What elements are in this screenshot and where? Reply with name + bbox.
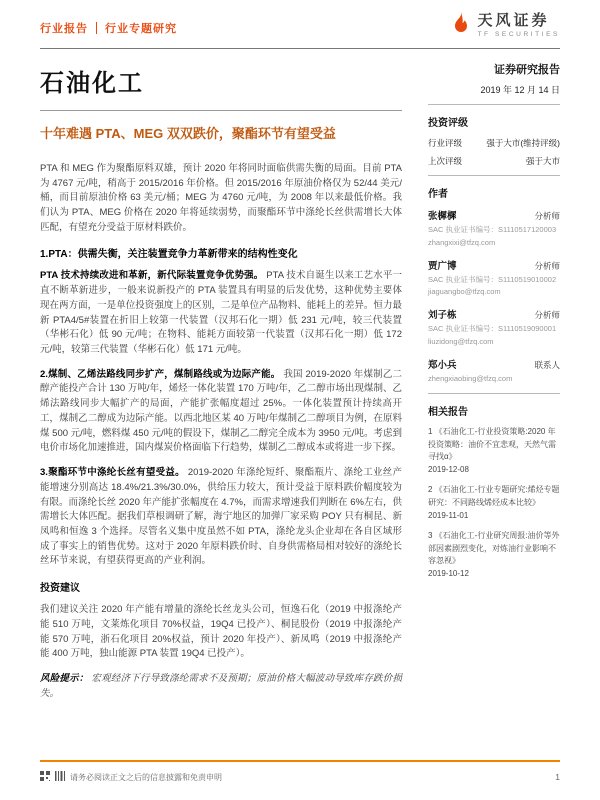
sidebar-divider bbox=[428, 104, 560, 105]
section-heading-investment: 投资建议 bbox=[40, 583, 80, 595]
page-number: 1 bbox=[555, 772, 560, 782]
footer-disclaimer: 请务必阅读正文之后的信息披露和免责申明 bbox=[70, 772, 222, 782]
paragraph-risk bbox=[40, 672, 402, 701]
flame-icon bbox=[451, 12, 471, 39]
author-cert: SAC 执业证书编号：S1110519090001 bbox=[428, 324, 557, 333]
footer-disclaimer-group bbox=[40, 768, 222, 786]
author-email: zhangxixi@tfzq.com bbox=[428, 237, 496, 247]
author-name: 张樨樨 bbox=[428, 211, 457, 222]
related-report-date: 2019-12-08 bbox=[428, 465, 469, 475]
author-entry bbox=[428, 307, 560, 347]
brand-name: 天风证券 bbox=[477, 12, 550, 29]
rating-label: 上次评级 bbox=[428, 156, 463, 166]
report-category: 行业报告 bbox=[40, 23, 88, 35]
qr-code-icon bbox=[40, 768, 50, 786]
paragraph-pta-tech bbox=[40, 269, 402, 357]
paragraph-meg-routes bbox=[40, 368, 402, 456]
info-sidebar bbox=[428, 61, 560, 711]
report-header bbox=[40, 12, 560, 39]
rating-section-title: 投资评级 bbox=[428, 118, 468, 129]
report-date: 2019 年 12 月 14 日 bbox=[480, 85, 560, 95]
related-report-item bbox=[428, 530, 560, 578]
paragraph-polyester bbox=[40, 466, 402, 569]
rating-row-previous bbox=[428, 155, 560, 167]
paragraph-text: PTA 技术自诞生以来工艺水平一直不断革新进步，一般来说新投产的 PTA 装置具有明显的后发优势，这种优势主要体现在两方面，一是单位投资强度上的区别，二是单位产品物料、能耗上的差异。恒力最新 PTA4/5#装置在折旧上较第一代装置（汉邦石化一期）低 231 元/吨，较三代装置（华彬石化）低 90 元/吨；在物料、能耗方面较第一代装置（汉邦石化一期）低 172 元/吨，较第三代装置（华彬石化）低 171 元/吨。 bbox=[40, 270, 402, 356]
barcode-icon bbox=[55, 768, 65, 786]
author-role: 分析师 bbox=[534, 260, 560, 271]
paragraph-investment: 我们建议关注 2020 年产能有增量的涤纶长丝龙头公司，恒逸石化（2019 中报涤纶产能 510 万吨，文莱炼化项目 70%权益，19Q4 已投产）、桐昆股份（2019 中报涤纶产能 570 万吨，浙石化项目 20%权益，预计 2020 年投产）、新凤鸣（2019 中报涤纶产能 400 万吨，独山能源 PTA 装置 19Q4 已投产）。 bbox=[40, 604, 402, 660]
logo-text bbox=[477, 13, 560, 38]
author-name: 刘子栋 bbox=[428, 310, 457, 321]
page-title: 石油化工 bbox=[40, 70, 144, 97]
rating-value: 强于大市(维持评级) bbox=[486, 138, 560, 148]
related-report-title: 2 《石油化工-行业专题研究:烯烃专题研究：不同路线烯烃成本比较》 bbox=[428, 485, 560, 507]
author-email: liuzidong@tfzq.com bbox=[428, 336, 494, 346]
risk-text: 宏观经济下行导致涤纶需求不及预期；原油价格大幅波动导致库存跌价损失。 bbox=[40, 672, 402, 699]
authors-section-title: 作者 bbox=[428, 189, 448, 200]
author-role: 联系人 bbox=[534, 359, 560, 370]
author-email: zhengxiaobing@tfzq.com bbox=[428, 373, 513, 383]
page-footer bbox=[40, 760, 560, 786]
title-rule bbox=[40, 110, 402, 111]
report-category-bar bbox=[40, 12, 177, 36]
author-role: 分析师 bbox=[534, 310, 560, 320]
related-report-title: 1 《石油化工-行业投资策略:2020 年投资策略：油价不宜悲观，天然气需寻找α》 bbox=[428, 427, 556, 462]
author-cert: SAC 执业证书编号：S1110519010002 bbox=[428, 274, 557, 284]
content-columns bbox=[40, 61, 560, 711]
related-report-date: 2019-10-12 bbox=[428, 569, 469, 579]
related-report-date: 2019-11-01 bbox=[428, 511, 469, 521]
category-divider bbox=[96, 22, 97, 34]
related-report-item bbox=[428, 484, 560, 520]
author-role: 分析师 bbox=[534, 211, 560, 221]
author-name: 贾广博 bbox=[428, 260, 457, 272]
related-section-title: 相关报告 bbox=[428, 407, 468, 419]
author-entry bbox=[428, 258, 560, 298]
rating-row-industry bbox=[428, 137, 560, 149]
paragraph-text: 我国 2019-2020 年煤制乙二醇产能投产合计 130 万吨/年，烯烃一体化装置 170 万吨/年，乙二醇市场出现煤制、乙烯法路线同步大幅扩产的局面，产能扩张幅度超过 25%。一体化装置预计持续高开工，煤制乙二醇成为边际产能。以西北地区某 40 万吨/年煤制乙二醇项目为例，在原料煤 500 元/吨，燃料煤 450 元/吨的假设下，煤制乙二醇完全成本为 3950 元/吨。考虑到电价市场化加速推进，国内煤炭价格面临下行趋势，煤制乙二醇成本或将进一步下探。 bbox=[40, 368, 402, 454]
tf-securities-logo bbox=[451, 12, 560, 39]
intro-paragraph: PTA 和 MEG 作为聚酯原料双雄，预计 2020 年将同时面临供需失衡的局面。目前 PTA 为 4767 元/吨，稍高于 2015/2016 年价格。但 2015/2016 年原油价格仅为 52/44 美元/桶，而目前原油价格 63 美元/桶；MEG 为 4760 元/吨，为 2008 年以来最低价格。我们认为 PTA、MEG 价格在 2020 年将延续弱势，而聚酯环节中涤纶长丝供需增长大体匹配，有望充分受益于原材料跌价。 bbox=[40, 162, 402, 233]
sidebar-divider bbox=[428, 175, 560, 176]
author-email: jiaguangbo@tfzq.com bbox=[428, 287, 501, 297]
main-column bbox=[40, 61, 402, 711]
rating-value: 强于大市 bbox=[525, 156, 560, 166]
report-type-label: 证券研究报告 bbox=[494, 64, 560, 76]
section-heading-pta: 1.PTA：供需失衡，关注装置竞争力革新带来的结构性变化 bbox=[40, 249, 298, 261]
related-report-title: 3 《石油化工-行业研究周报:油价等外部因素剧烈变化，对炼油行业影响不容忽视》 bbox=[428, 531, 560, 565]
paragraph-lead: 3.聚酯环节中涤纶长丝有望受益。 bbox=[40, 467, 185, 479]
paragraph-text: 2019-2020 年涤纶短纤、聚酯瓶片、涤纶工业丝产能增速分别高达 18.4%/21.3%/30.0%，供给压力较大，预计受益于原料跌价幅度较为有限。而涤纶长丝 2020 年产能扩张幅度在 4.7%，而需求增速我们判断在 6%左右，供需增长大体匹配。据我们草根调研了解，海宁地区的加弹厂家采购 POY 只有桐昆、新凤鸣和恒逸 3 个选择。尽管名义集中度虽然不如 PTA，涤纶龙头企业却在各自区域形成了事实上的销售优势。这对于 2020 年原料跌价时、自身供需格局相对较好的涤纶长丝环节来说，有望获得更高的产业利润。 bbox=[40, 467, 403, 567]
header-rule bbox=[40, 48, 560, 49]
rating-label: 行业评级 bbox=[428, 138, 463, 148]
paragraph-lead: 2.煤制、乙烯法路线同步扩产，煤制路线或为边际产能。 bbox=[40, 368, 281, 380]
risk-lead: 风险提示： bbox=[40, 672, 89, 684]
report-subtitle: 十年难遇 PTA、MEG 双双跌价，聚酯环节有望受益 bbox=[40, 126, 336, 141]
author-entry bbox=[428, 357, 560, 384]
author-name: 郑小兵 bbox=[428, 359, 457, 371]
author-cert: SAC 执业证书编号：S1110517120003 bbox=[428, 225, 557, 234]
brand-name-en: TF SECURITIES bbox=[477, 31, 560, 38]
author-entry bbox=[428, 208, 560, 248]
report-subcategory: 行业专题研究 bbox=[105, 23, 177, 35]
related-report-item bbox=[428, 426, 560, 474]
sidebar-divider bbox=[428, 393, 560, 394]
paragraph-lead: PTA 技术持续改进和革新，新代际装置竞争优势强。 bbox=[40, 270, 264, 282]
